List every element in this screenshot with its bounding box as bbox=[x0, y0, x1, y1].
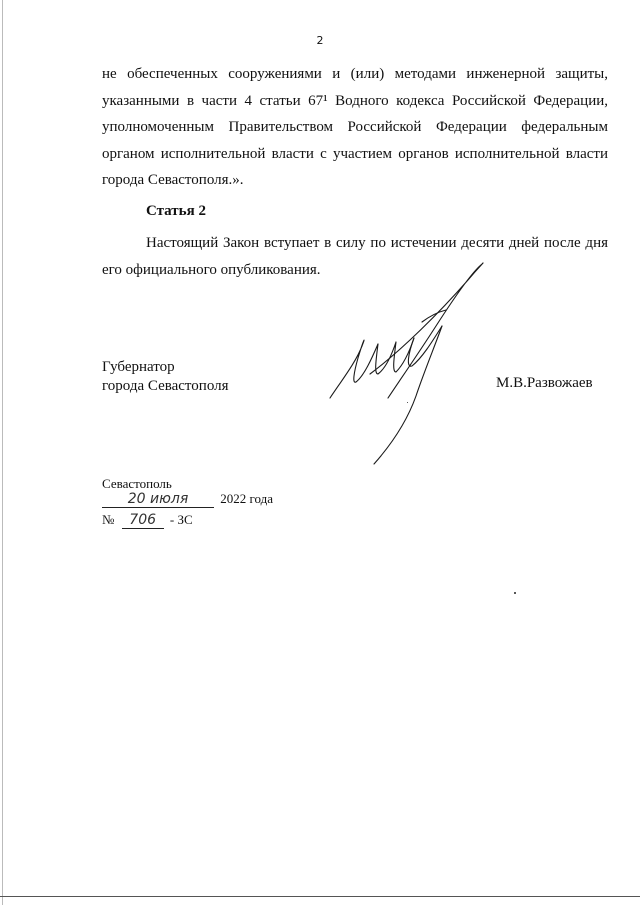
scan-speck bbox=[407, 402, 408, 403]
year-suffix: 2022 года bbox=[220, 491, 274, 506]
governor-title bbox=[102, 358, 229, 396]
paragraph-continuation: не обеспеченных сооружениями и (или) методами инженерной защиты, указанными в части 4 статьи 67¹ Водного кодекса Российской Федерации, уполномоченным Правительством Российской Федерации федеральным органом исполнительной власти с участием органов исполнительной власти города Севастополя.». bbox=[102, 66, 608, 188]
article-heading: Статья 2 bbox=[146, 203, 206, 219]
date-handwritten-field bbox=[102, 491, 214, 508]
handwritten-date: 20 июля bbox=[127, 491, 189, 507]
governor-title-line2: города Севастополя bbox=[102, 378, 229, 394]
number-suffix: - ЗС bbox=[169, 512, 193, 527]
governor-title-line1: Губернатор bbox=[102, 359, 175, 375]
scan-edge bbox=[2, 0, 3, 905]
scan-speck bbox=[514, 592, 516, 594]
date-line bbox=[102, 491, 273, 508]
handwritten-number: 706 bbox=[129, 512, 157, 528]
governor-signature bbox=[322, 250, 502, 470]
number-prefix: № bbox=[102, 512, 115, 527]
governor-name: М.В.Развожаев bbox=[496, 375, 593, 391]
page-number: 2 bbox=[316, 34, 324, 47]
number-handwritten-field bbox=[122, 512, 164, 529]
number-line bbox=[102, 512, 193, 529]
scan-bottom-edge bbox=[0, 896, 640, 897]
city-label: Севастополь bbox=[102, 476, 172, 491]
article-text: Настоящий Закон вступает в силу по истечении десяти дней после дня его официального опубликования. bbox=[102, 235, 608, 278]
